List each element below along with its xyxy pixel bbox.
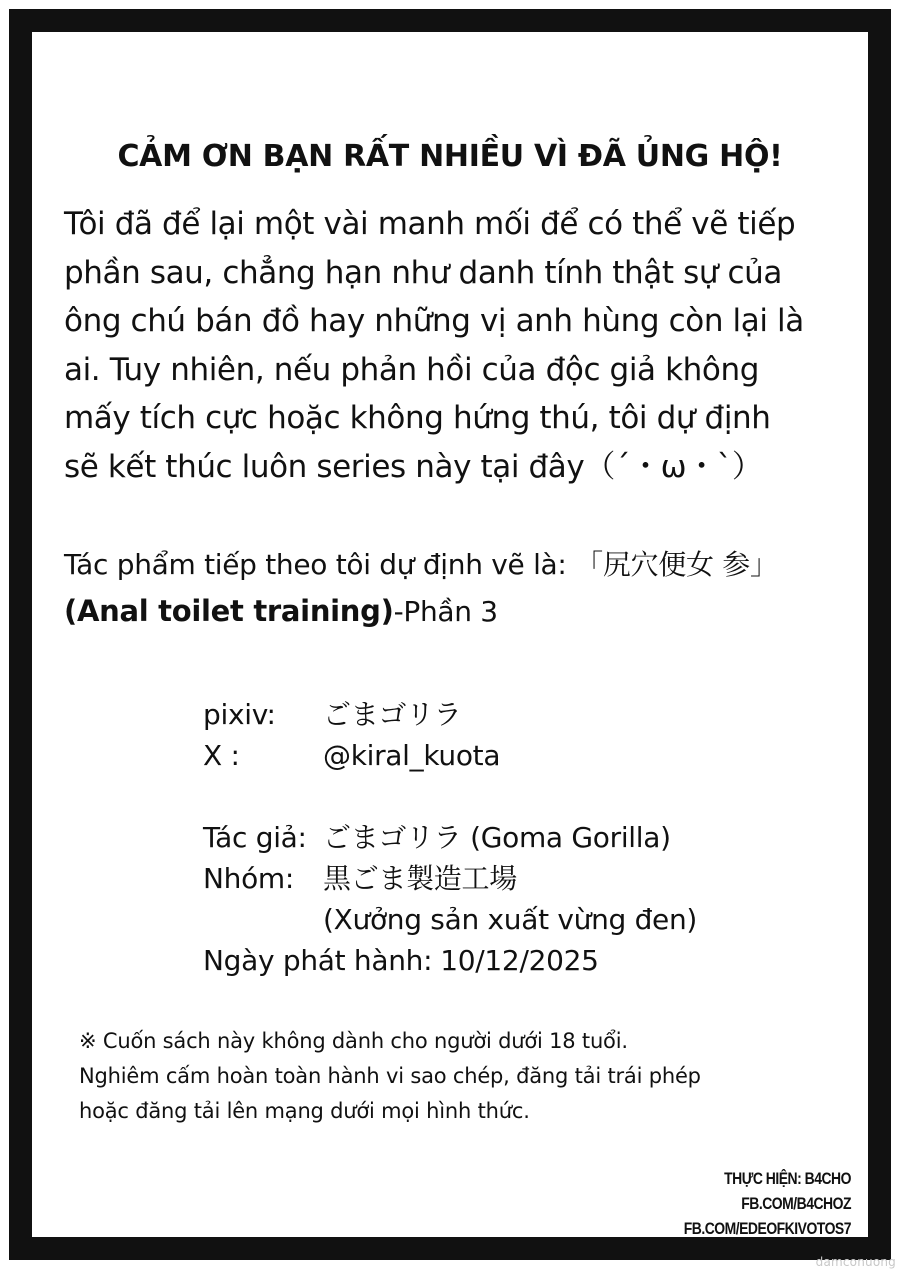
message-line: Tôi đã để lại một vài manh mối để có thể vẽ tiếp [64, 206, 796, 242]
notice-line: ※ Cuốn sách này không dành cho người dưới 18 tuổi. [79, 1029, 628, 1053]
group-label: Nhóm: [203, 862, 295, 895]
credit-line: FB.COM/EDEOFKIVOTOS7 [683, 1219, 851, 1238]
x-label: X : [203, 739, 240, 772]
group-value: 黒ごま製造工場 [323, 862, 517, 895]
pixiv-value: ごまゴリラ [323, 698, 462, 731]
next-work-part: -Phần 3 [393, 595, 498, 628]
credit-line: THỰC HIỆN: B4CHO [724, 1169, 851, 1188]
next-work-intro: Tác phẩm tiếp theo tôi dự định vẽ là: [64, 548, 576, 581]
release-label: Ngày phát hành: [203, 944, 433, 977]
legal-notice [79, 1024, 839, 1129]
message-line: ai. Tuy nhiên, nếu phản hồi của độc giả không [64, 351, 759, 388]
thank-you-heading: CẢM ƠN BẠN RẤT NHIỀU VÌ ĐÃ ỦNG HỘ! [117, 139, 783, 174]
author-label: Tác giả: [203, 821, 307, 854]
next-work-title-jp: 「尻穴便女 参」 [575, 548, 778, 581]
next-work-title-en: (Anal toilet training) [64, 594, 394, 628]
credit-line: FB.COM/B4CHOZ [741, 1194, 851, 1213]
message-line: sẽ kết thúc luôn series này tại đây（´・ω・`） [64, 448, 763, 485]
pixiv-row [203, 694, 763, 735]
next-work-announcement [64, 542, 864, 635]
page-content [32, 32, 868, 1237]
author-info [203, 694, 763, 981]
group-value-translation: (Xưởng sản xuất vừng đen) [323, 903, 698, 936]
release-date: 10/12/2025 [440, 944, 599, 977]
site-watermark: damconuong [815, 1255, 896, 1269]
notice-line: Nghiêm cấm hoàn toàn hành vi sao chép, đăng tải trái phép [79, 1064, 701, 1088]
x-row [203, 735, 763, 776]
author-row [203, 817, 763, 858]
message-line: mấy tích cực hoặc không hứng thú, tôi dự định [64, 400, 771, 436]
message-line: ông chú bán đồ hay những vị anh hùng còn lại là [64, 303, 804, 339]
group-row [203, 858, 763, 899]
group-translation-row [203, 899, 763, 940]
spacer [203, 776, 763, 817]
translator-credits [684, 1166, 851, 1241]
author-message [64, 200, 854, 491]
author-value: ごまゴリラ (Goma Gorilla) [323, 821, 671, 854]
page-border [9, 9, 891, 1260]
notice-line: hoặc đăng tải lên mạng dưới mọi hình thức. [79, 1099, 530, 1123]
x-handle: @kiral_kuota [323, 739, 501, 772]
message-line: phần sau, chẳng hạn như danh tính thật sự của [64, 254, 783, 291]
empty-label [203, 899, 323, 940]
release-row [203, 940, 763, 981]
pixiv-label: pixiv: [203, 698, 276, 731]
